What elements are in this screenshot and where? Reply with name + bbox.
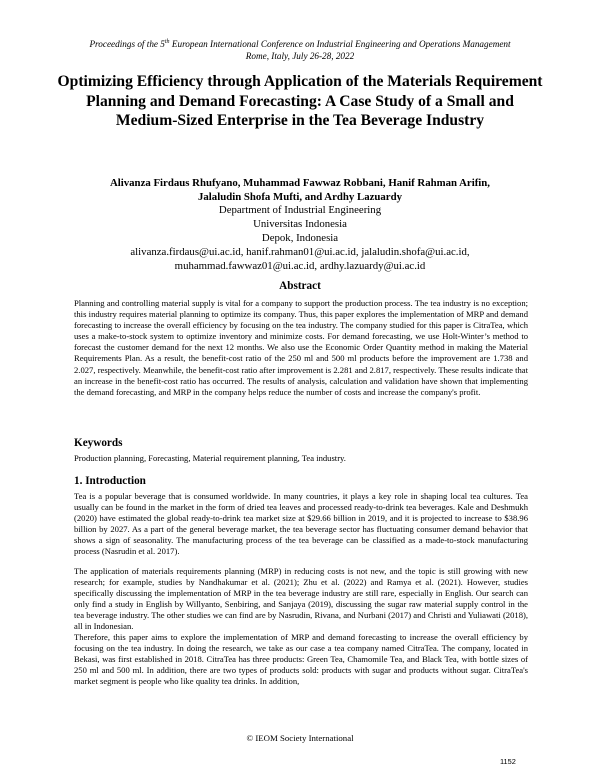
abstract-text: Planning and controlling material supply is vital for a company to support the production process. The tea industry is no exception; this industry requires material planning to optimize its company. Thus, this paper explores the implementation of MRP and demand forecasting to increase the overall efficiency by focusing on the tea industry. The company studied for this paper is CitraTea, which uses a make-to-stock system to optimize inventory and minimize costs. For demand forecasting, we use Holt-Winter’s method to forecast the customer demand for the next 12 months. We also use the Economic Order Quantity method in making the Material Requirements Plan. As a result, the benefit-cost ratio of the 250 ml and 500 ml products before the improvement are 1.738 and 2.027, respectively. Meanwhile, the benefit-cost ratio after improvement is 2.281 and 2.817, respectively. These results indicate that an increase in the benefit-cost ratio has occurred. The results of analysis, calculation and validation have shown that implementing the demand forecasting, and MRP in the company helps reduce the number of costs and increase the company's profit. <box>74 298 528 397</box>
introduction-paragraph-2: The application of materials requirements planning (MRP) in reducing costs is not new, and the topic is still growing with new research; for example, studies by Nandhakumar et al. (2021); Zhu et al. (2022) and Ramya et al. (2021). However, studies specifically discussing the implementation of MRP in the tea beverage industry are still rare, especially in English. Our search can only find a study in English by Willyanto, Senbiring, and Sanjaya (2019), discussing the sugar raw material supply control in the tea beverage industry. The other studies we can find are by Nasrudin, Rivana, and Nurbani (2017) and Christi and Yuliawati (2018), all in Indonesian. <box>74 566 528 632</box>
author-list <box>60 176 540 204</box>
paper-title: Optimizing Efficiency through Application of the Materials Requirement Planning and Demand Forecasting: A Case Study of a Small and Medium-Sized Enterprise in the Tea Beverage Industry <box>57 73 543 129</box>
footer-society: © IEOM Society International <box>246 733 354 743</box>
keywords-text: Production planning, Forecasting, Material requirement planning, Tea industry. <box>74 453 346 463</box>
conference-header <box>0 36 600 62</box>
author-line-1: Alivanza Firdaus Rhufyano, Muhammad Fawwaz Robbani, Hanif Rahman Arifin, <box>109 177 491 189</box>
email-line-1: alivanza.firdaus@ui.ac.id, hanif.rahman01@ui.ac.id, jalaludin.shofa@ui.ac.id, <box>130 246 470 258</box>
conference-name: Proceedings of the 5th European International Conference on Industrial Engineering and Operations Management <box>89 39 511 50</box>
abstract-heading: Abstract <box>279 280 321 292</box>
university: Universitas Indonesia <box>253 218 347 230</box>
introduction-paragraph-3: Therefore, this paper aims to explore the implementation of MRP and demand forecasting to increase the overall efficiency by focusing on the tea industry. In doing the research, we take as our case a tea company named CitraTea. The company, located in Bekasi, was first established in 2018. CitraTea has three products: Green Tea, Chamomile Tea, and Black Tea, with bottle sizes of 250 ml and 500 ml. In addition, there are two types of products sold: products with sugar and products without sugar. CitraTea's market segment is people who like quality tea drinks. In addition, <box>74 632 528 687</box>
author-line-2: Jalaludin Shofa Mufti, and Ardhy Lazuardy <box>198 191 402 203</box>
page-number: 1152 <box>500 757 516 766</box>
introduction-heading: 1. Introduction <box>74 475 146 487</box>
conference-location: Rome, Italy, July 26-28, 2022 <box>245 51 355 62</box>
email-line-2: muhammad.fawwaz01@ui.ac.id, ardhy.lazuardy@ui.ac.id <box>174 260 426 272</box>
affiliation-block <box>40 203 560 273</box>
department: Department of Industrial Engineering <box>218 204 382 216</box>
keywords-heading: Keywords <box>74 437 123 449</box>
location: Depok, Indonesia <box>261 232 339 244</box>
introduction-paragraph-1: Tea is a popular beverage that is consumed worldwide. In many countries, it plays a key role in shaping local tea cultures. Tea usually can be found in the market in the form of dried tea leaves and processed ready-to-drink tea beverages. Kale and Deshmukh (2020) have estimated the global ready-to-drink tea market size at $29.66 billion in 2019, and it is projected to increase to $38.96 billion by 2027. As a part of the general beverage market, the tea beverage sector has fluctuating consumer demand behavior that shows a sign of seasonality. The manufacturing process of the tea beverage can be classified as a made-to-stock manufacturing process (Nasrudin et al. 2017). <box>74 491 528 557</box>
